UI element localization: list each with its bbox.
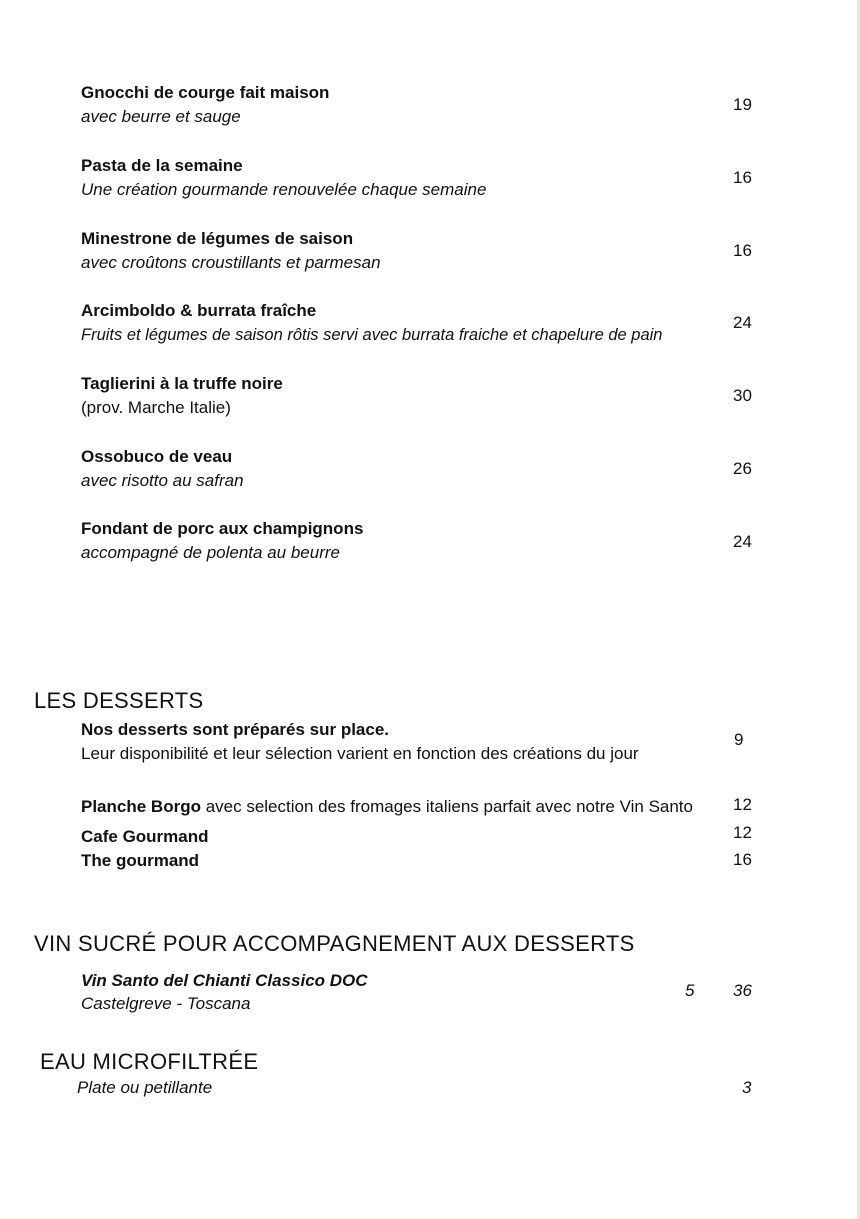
the-gourmand-name: The gourmand [81,851,200,870]
vin-origin: Castelgreve - Toscana [81,994,251,1013]
dish-name: Arcimboldo & burrata fraîche [81,301,317,320]
dish-price: 26 [733,459,752,478]
dish-price: 19 [733,95,752,114]
menu-item [81,445,721,493]
dish-price: 30 [733,386,752,405]
dessert-intro-description: Leur disponibilité et leur sélection varient en fonction des créations du jour [81,744,639,763]
eau-title: EAU MICROFILTRÉE [40,1049,259,1074]
dessert-intro-price: 9 [734,730,744,749]
the-gourmand-price: 16 [733,850,752,869]
eau-price: 3 [742,1078,752,1097]
dish-price: 16 [733,241,752,260]
vin-item [81,969,721,1015]
dish-description: avec beurre et sauge [81,107,241,126]
dish-name: Ossobuco de veau [81,447,233,466]
cafe-gourmand-name: Cafe Gourmand [81,827,209,846]
vin-price-bottle: 36 [733,981,752,1000]
dish-name: Gnocchi de courge fait maison [81,83,330,102]
desserts-title: LES DESSERTS [34,688,204,713]
dish-description: avec croûtons croustillants et parmesan [81,253,381,272]
dish-description: Une création gourmande renouvelée chaque semaine [81,180,487,199]
planche-price: 12 [733,795,752,814]
dish-description: accompagné de polenta au beurre [81,543,340,562]
cafe-gourmand-price: 12 [733,823,752,842]
menu-item [81,299,721,347]
menu-item [81,517,721,565]
planche-description: avec selection des fromages italiens parfait avec notre Vin Santo [200,797,693,816]
dish-name: Taglierini à la truffe noire [81,374,283,393]
vin-price-glass: 5 [685,981,695,1000]
dish-description: (prov. Marche Italie) [81,398,231,417]
vin-name: Vin Santo del Chianti Classico DOC [81,971,368,990]
planche-name: Planche Borgo [81,797,201,816]
dish-price: 16 [733,168,752,187]
dish-price: 24 [733,313,752,332]
dish-name: Minestrone de légumes de saison [81,229,354,248]
dish-name: Fondant de porc aux champignons [81,519,364,538]
dish-price: 24 [733,532,752,551]
menu-item [81,227,721,275]
menu-item [81,81,721,129]
dish-name: Pasta de la semaine [81,156,243,175]
dessert-intro [81,718,721,766]
menu-item [81,154,721,202]
menu-item [81,372,721,420]
vin-title: VIN SUCRÉ POUR ACCOMPAGNEMENT AUX DESSERTS [34,931,635,956]
dish-description: avec risotto au safran [81,471,244,490]
planche-item [81,795,721,819]
dessert-intro-name: Nos desserts sont préparés sur place. [81,720,390,739]
eau-description: Plate ou petillante [77,1078,213,1097]
dish-description: Fruits et légumes de saison rôtis servi avec burrata fraiche et chapelure de pain [81,326,663,344]
